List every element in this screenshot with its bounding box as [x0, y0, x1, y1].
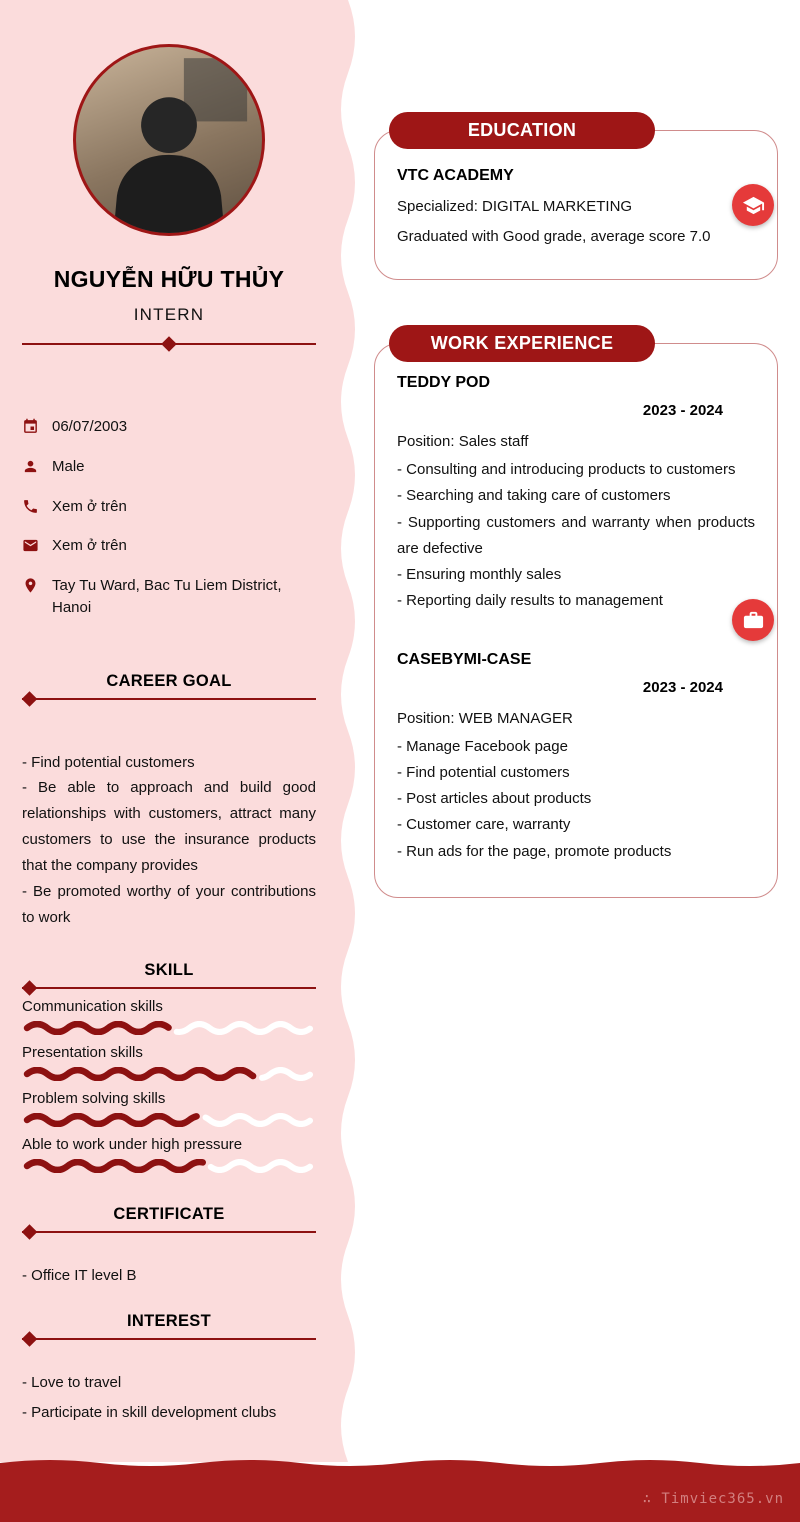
- skill-bar: [22, 1021, 316, 1035]
- job-bullet: - Ensuring monthly sales: [397, 566, 562, 583]
- section-title: CERTIFICATE: [113, 1205, 225, 1224]
- job-bullet: - Consulting and introducing products to customers: [397, 461, 736, 478]
- briefcase-icon: [742, 609, 765, 632]
- brand-watermark: ∴ Timviec365.vn: [642, 1491, 784, 1507]
- diamond-icon: [161, 336, 177, 352]
- job-entry: [397, 374, 755, 615]
- mail-icon: [22, 537, 39, 554]
- title-divider: [22, 343, 316, 345]
- certificate-list: [22, 1265, 316, 1288]
- job-bullet: - Post articles about products: [397, 790, 592, 807]
- profile-photo: [73, 44, 265, 236]
- main-column: [374, 0, 778, 898]
- work-badge: [732, 599, 774, 641]
- sidebar-wave-edge: [338, 0, 362, 1462]
- contact-row-gender: [22, 447, 316, 487]
- skill-label: Problem solving skills: [22, 1090, 166, 1108]
- skill-item: [22, 1090, 316, 1127]
- heading-rule: [22, 698, 316, 700]
- work-experience-header: WORK EXPERIENCE: [389, 325, 655, 362]
- job-period: 2023 - 2024: [642, 678, 723, 696]
- career-goal-text: [22, 750, 316, 932]
- job-bullet: - Find potential customers: [397, 763, 570, 781]
- skill-item: [22, 1044, 316, 1081]
- contact-list: [22, 407, 316, 628]
- person-silhouette-icon: [76, 47, 262, 233]
- skill-label: Presentation skills: [22, 1044, 143, 1062]
- skill-bar: [22, 1159, 316, 1173]
- skill-label: Communication skills: [22, 998, 163, 1016]
- job-position: Position: WEB MANAGER: [397, 709, 573, 727]
- company-name: CASEBYMI-CASE: [397, 650, 532, 668]
- certificate-item: - Office IT level B: [22, 1267, 137, 1285]
- section-certificate-heading: [22, 1205, 316, 1233]
- education-badge: [732, 184, 774, 226]
- sidebar-content: [22, 0, 316, 1433]
- graduation-cap-icon: [742, 194, 765, 217]
- job-bullet: - Searching and taking care of customers: [397, 487, 671, 505]
- diamond-icon: [22, 1224, 38, 1240]
- heading-rule: [22, 1231, 316, 1233]
- job-bullet: - Manage Facebook page: [397, 737, 568, 755]
- contact-row-dob: [22, 407, 316, 447]
- job-bullets: [397, 734, 755, 865]
- contact-text: Xem ở trên: [52, 537, 127, 555]
- interest-item: - Participate in skill development clubs: [22, 1404, 277, 1422]
- interest-item: - Love to travel: [22, 1373, 122, 1391]
- skill-item: [22, 998, 316, 1035]
- location-icon: [22, 577, 39, 594]
- section-title: INTEREST: [127, 1311, 211, 1330]
- section-title: CAREER GOAL: [106, 671, 232, 690]
- interest-list: [22, 1372, 316, 1425]
- work-experience-card: [374, 343, 778, 898]
- company-name: TEDDY POD: [397, 374, 491, 391]
- candidate-name: NGUYỄN HỮU THỦY: [53, 266, 285, 292]
- education-section: [374, 112, 778, 280]
- contact-text: Male: [52, 457, 85, 475]
- section-title: SKILL: [144, 961, 194, 980]
- job-position: Position: Sales staff: [397, 433, 529, 450]
- section-skill-heading: [22, 961, 316, 989]
- job-period: 2023 - 2024: [642, 402, 723, 419]
- diamond-icon: [22, 980, 38, 996]
- footer: [0, 1452, 800, 1522]
- education-line: Graduated with Good grade, average score 7.0: [397, 228, 711, 245]
- diamond-icon: [22, 691, 38, 707]
- work-experience-section: [374, 325, 778, 898]
- calendar-icon: [22, 418, 39, 435]
- career-goal-item: - Be promoted worthy of your contributions to work: [22, 883, 316, 927]
- phone-icon: [22, 498, 39, 515]
- job-bullets: [397, 457, 755, 615]
- job-entry: [397, 651, 755, 865]
- career-goal-item: - Be able to approach and build good relationships with customers, attract many customers to use the insurance products that the company provides: [22, 779, 316, 875]
- skill-bar: [22, 1067, 316, 1081]
- job-bullet: - Reporting daily results to management: [397, 592, 663, 610]
- contact-text: 06/07/2003: [52, 418, 128, 435]
- skill-bar: [22, 1113, 316, 1127]
- skill-item: [22, 1136, 316, 1173]
- job-bullet: - Supporting customers and warranty when products are defective: [397, 513, 755, 557]
- education-line: Specialized: DIGITAL MARKETING: [397, 198, 633, 215]
- education-header: EDUCATION: [389, 112, 655, 149]
- career-goal-item: - Find potential customers: [22, 753, 195, 771]
- contact-row-email: [22, 526, 316, 566]
- footer-wave: [0, 1454, 800, 1472]
- user-icon: [22, 458, 39, 475]
- job-bullet: - Customer care, warranty: [397, 816, 571, 834]
- candidate-title: INTERN: [133, 305, 205, 324]
- heading-rule: [22, 1338, 316, 1340]
- contact-text: Xem ở trên: [52, 497, 127, 515]
- section-career-goal-heading: [22, 672, 316, 700]
- contact-text: Tay Tu Ward, Bac Tu Liem District, Hanoi: [52, 577, 282, 616]
- heading-rule: [22, 987, 316, 989]
- skill-label: Able to work under high pressure: [22, 1136, 243, 1154]
- contact-row-address: [22, 566, 316, 628]
- job-bullet: - Run ads for the page, promote products: [397, 842, 672, 860]
- education-card: [374, 130, 778, 280]
- contact-row-phone: [22, 487, 316, 527]
- section-interest-heading: [22, 1312, 316, 1340]
- diamond-icon: [22, 1331, 38, 1347]
- school-name: VTC ACADEMY: [397, 167, 514, 184]
